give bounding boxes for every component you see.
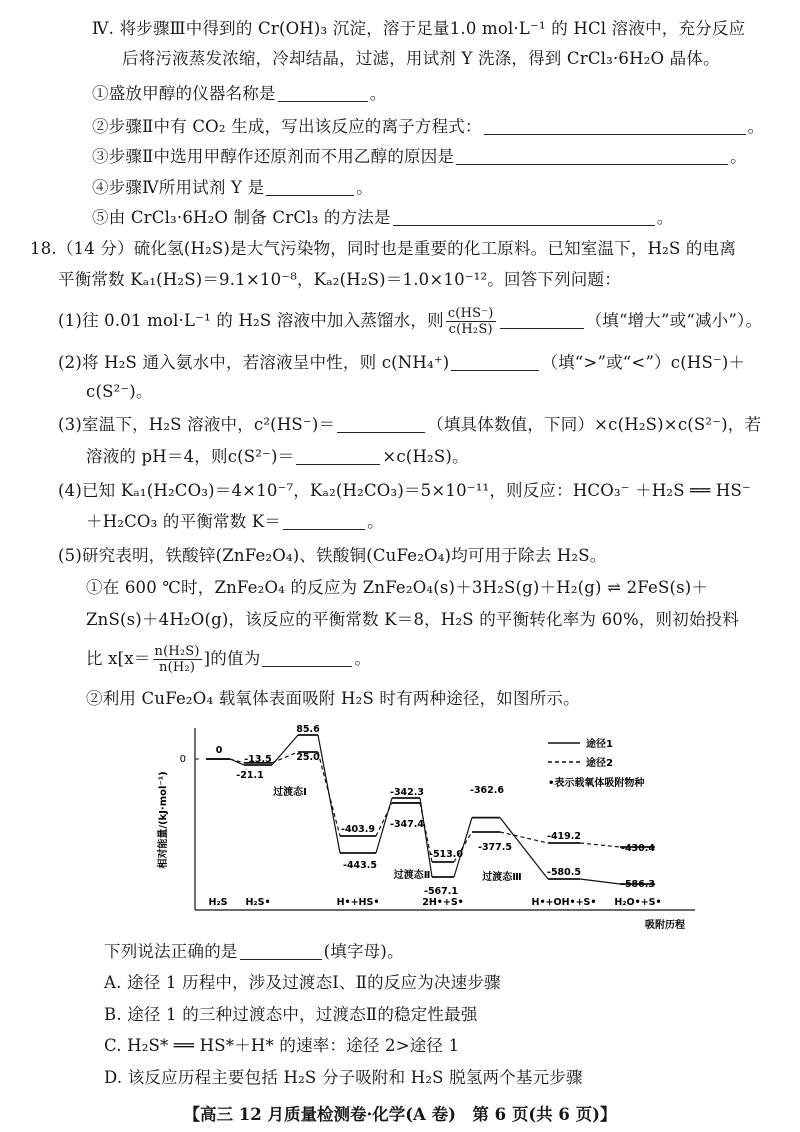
q17-sub4 <box>92 177 373 199</box>
q18-part3-cont <box>86 446 469 468</box>
species-label: H₂O•+S• <box>614 897 662 908</box>
period: 。 <box>730 147 747 166</box>
q18-part5-1-line3-tail: ]的值为 <box>203 649 261 668</box>
data-label: -580.5 <box>547 867 581 878</box>
q18-part5-1-line3-text: 比 x[x＝ <box>86 649 151 668</box>
data-label: -21.1 <box>236 770 264 781</box>
data-label: -342.3 <box>390 787 424 798</box>
answer-blank[interactable] <box>337 417 425 433</box>
option-c[interactable]: C. H₂S* ══ HS*＋H* 的速率：途径 2>途径 1 <box>104 1036 460 1055</box>
q17-sub5 <box>92 207 673 229</box>
q18-part1-hint: （填“增大”或“减小”）。 <box>585 311 763 330</box>
legend-note: •表示载氧体吸附物种 <box>548 778 645 789</box>
ts3-label: 过渡态Ⅲ <box>482 872 522 883</box>
ts2-label: 过渡态Ⅱ <box>393 870 431 881</box>
period: 。 <box>656 208 674 227</box>
q18-mc-stem <box>104 941 404 963</box>
answer-blank[interactable] <box>262 651 352 667</box>
answer-blank[interactable] <box>456 149 728 165</box>
q18-mc-stem-text: 下列说法正确的是 <box>104 942 238 961</box>
data-label: -362.6 <box>470 785 504 796</box>
q18-part4-cont <box>86 511 384 533</box>
q18-part3-cont-text: 溶液的 pH＝4，则c(S²⁻)＝ <box>86 447 295 466</box>
ts1-label: 过渡态Ⅰ <box>273 787 307 798</box>
period: 。 <box>356 178 373 197</box>
q17-sub2 <box>92 116 764 138</box>
q18-part5-1-line3 <box>86 640 371 678</box>
q18-part2-cont: c(S²⁻)。 <box>86 382 153 401</box>
q18-heading-line2: 平衡常数 Kₐ₁(H₂S)＝9.1×10⁻⁸，Kₐ₂(H₂S)＝1.0×10⁻¹²。回答下列问题： <box>58 270 621 289</box>
option-d[interactable]: D. 该反应历程主要包括 H₂S 分子吸附和 H₂S 脱氢两个基元步骤 <box>104 1068 583 1087</box>
period: 。 <box>369 84 387 103</box>
answer-blank[interactable] <box>240 944 322 960</box>
step4-line1: Ⅳ. 将步骤Ⅲ中得到的 Cr(OH)₃ 沉淀，溶于足量1.0 mol·L⁻¹ 的 HCl 溶液中，充分反应 <box>92 19 746 38</box>
q18-part5-1-line2: ZnS(s)＋4H₂O(g)，该反应的平衡常数 K＝8，H₂S 的平衡转化率为 60%，则初始投料 <box>86 610 740 629</box>
answer-blank[interactable] <box>393 210 655 226</box>
q17-sub1-text: ①盛放甲醇的仪器名称是 <box>92 84 276 103</box>
fraction <box>446 306 496 337</box>
option-b[interactable]: B. 途径 1 的三种过渡态中，过渡态Ⅱ的稳定性最强 <box>104 1005 478 1024</box>
q17-sub3 <box>92 146 747 168</box>
q18-part4-cont-text: ＋H₂CO₃ 的平衡常数 K＝ <box>86 512 282 531</box>
connector-path2-7 <box>580 843 620 847</box>
fraction-denominator: n(H₂) <box>159 660 196 675</box>
answer-blank[interactable] <box>283 514 365 530</box>
energy-profile-chart <box>150 722 710 934</box>
data-label: -377.5 <box>478 842 512 853</box>
answer-blank[interactable] <box>266 180 354 196</box>
q18-part1 <box>58 303 762 339</box>
species-label: H₂S <box>208 897 228 908</box>
data-label: -13.5 <box>244 754 272 765</box>
legend-path2: 途径2 <box>586 758 613 769</box>
q17-sub4-text: ④步骤Ⅳ所用试剂 Y 是 <box>92 178 265 197</box>
q18-part4: (4)已知 Kₐ₁(H₂CO₃)＝4×10⁻⁷，Kₐ₂(H₂CO₃)＝5×10⁻¹¹，则反应：HCO₃⁻ ＋H₂S ══ HS⁻ <box>58 481 751 500</box>
data-label: -513.0 <box>429 849 463 860</box>
data-label: -419.2 <box>547 831 581 842</box>
fraction-denominator: c(H₂S) <box>448 322 493 337</box>
q17-sub5-text: ⑤由 CrCl₃·6H₂O 制备 CrCl₃ 的方法是 <box>92 208 391 227</box>
data-label: -430.4 <box>621 843 655 854</box>
data-label: 25.0 <box>296 752 320 763</box>
q18-heading-line1: 18.（14 分）硫化氢(H₂S)是大气污染物，同时也是重要的化工原料。已知室温下，H₂S 的电离 <box>30 239 737 258</box>
q18-part2-hint: （填“>”或“<”）c(HS⁻)＋ <box>541 353 746 372</box>
data-label: -586.3 <box>621 879 655 890</box>
data-label: -443.5 <box>343 860 377 871</box>
species-label: 2H•+S• <box>422 897 464 908</box>
answer-blank[interactable] <box>296 449 380 465</box>
data-label: 85.6 <box>296 724 320 735</box>
q17-sub1 <box>92 83 386 105</box>
species-label: H•+HS• <box>336 897 380 908</box>
answer-blank[interactable] <box>500 313 584 329</box>
q18-part2 <box>58 352 745 374</box>
data-label: -347.4 <box>390 819 424 830</box>
period: 。 <box>367 512 384 531</box>
chart-marks <box>206 724 662 908</box>
fraction <box>153 644 202 675</box>
step4-line2: 后将污液蒸发浓缩，冷却结晶，过滤，用试剂 Y 洗涤，得到 CrCl₃·6H₂O 晶体。 <box>122 49 720 68</box>
period: 。 <box>354 649 372 668</box>
option-a[interactable]: A. 途径 1 历程中，涉及过渡态Ⅰ、Ⅱ的反应为决速步骤 <box>104 973 501 992</box>
q18-part5-2: ②利用 CuFe₂O₄ 载氧体表面吸附 H₂S 时有两种途径，如图所示。 <box>86 689 580 708</box>
q18-part5: (5)研究表明，铁酸锌(ZnFe₂O₄)、铁酸铜(CuFe₂O₄)均可用于除去 H₂S。 <box>58 546 607 565</box>
y-tick-label: 0 <box>179 754 186 765</box>
q17-sub3-text: ③步骤Ⅱ中选用甲醇作还原剂而不用乙醇的原因是 <box>92 147 455 166</box>
q18-part3 <box>58 414 761 436</box>
x-axis-title: 吸附历程 <box>645 920 685 931</box>
legend-path1: 途径1 <box>586 739 613 750</box>
connector-path1-1 <box>272 735 298 765</box>
period: 。 <box>747 117 765 136</box>
q18-part3-text: (3)室温下，H₂S 溶液中，c²(HS⁻)＝ <box>58 415 336 434</box>
connector-path1-7 <box>580 879 620 884</box>
answer-blank[interactable] <box>484 119 746 135</box>
data-label: 0 <box>215 745 223 756</box>
q18-part5-1-line1: ①在 600 ℃时，ZnFe₂O₄ 的反应为 ZnFe₂O₄(s)＋3H₂S(g)＋H₂(g) ⇌ 2FeS(s)＋ <box>86 578 709 597</box>
q18-mc-stem-tail: (填字母)。 <box>323 942 404 961</box>
connector-path2-2 <box>318 752 340 836</box>
data-label: -403.9 <box>341 824 375 835</box>
data-label: -567.1 <box>424 886 458 897</box>
fraction-numerator: n(H₂S) <box>154 644 200 659</box>
q18-part1-text: (1)往 0.01 mol·L⁻¹ 的 H₂S 溶液中加入蒸馏水，则 <box>58 311 444 330</box>
q18-part3-tail: ×c(H₂S)。 <box>382 447 469 466</box>
species-label: H₂S• <box>245 897 271 908</box>
q18-part2-text: (2)将 H₂S 通入氨水中，若溶液呈中性，则 c(NH₄⁺) <box>58 353 450 372</box>
fraction-numerator: c(HS⁻) <box>447 306 494 321</box>
answer-blank[interactable] <box>451 355 539 371</box>
species-label: H•+OH•+S• <box>531 897 597 908</box>
q18-part3-hint: （填具体数值，下同）×c(H₂S)×c(S²⁻)，若 <box>427 415 762 434</box>
answer-blank[interactable] <box>278 86 368 102</box>
y-axis-title: 相对能量/(kJ·mol⁻¹) <box>158 771 169 869</box>
q17-sub2-text: ②步骤Ⅱ中有 CO₂ 生成，写出该反应的离子方程式： <box>92 117 482 136</box>
page-footer: 【高三 12 月质量检测卷·化学(A 卷) 第 6 页(共 6 页)】 <box>183 1105 617 1124</box>
